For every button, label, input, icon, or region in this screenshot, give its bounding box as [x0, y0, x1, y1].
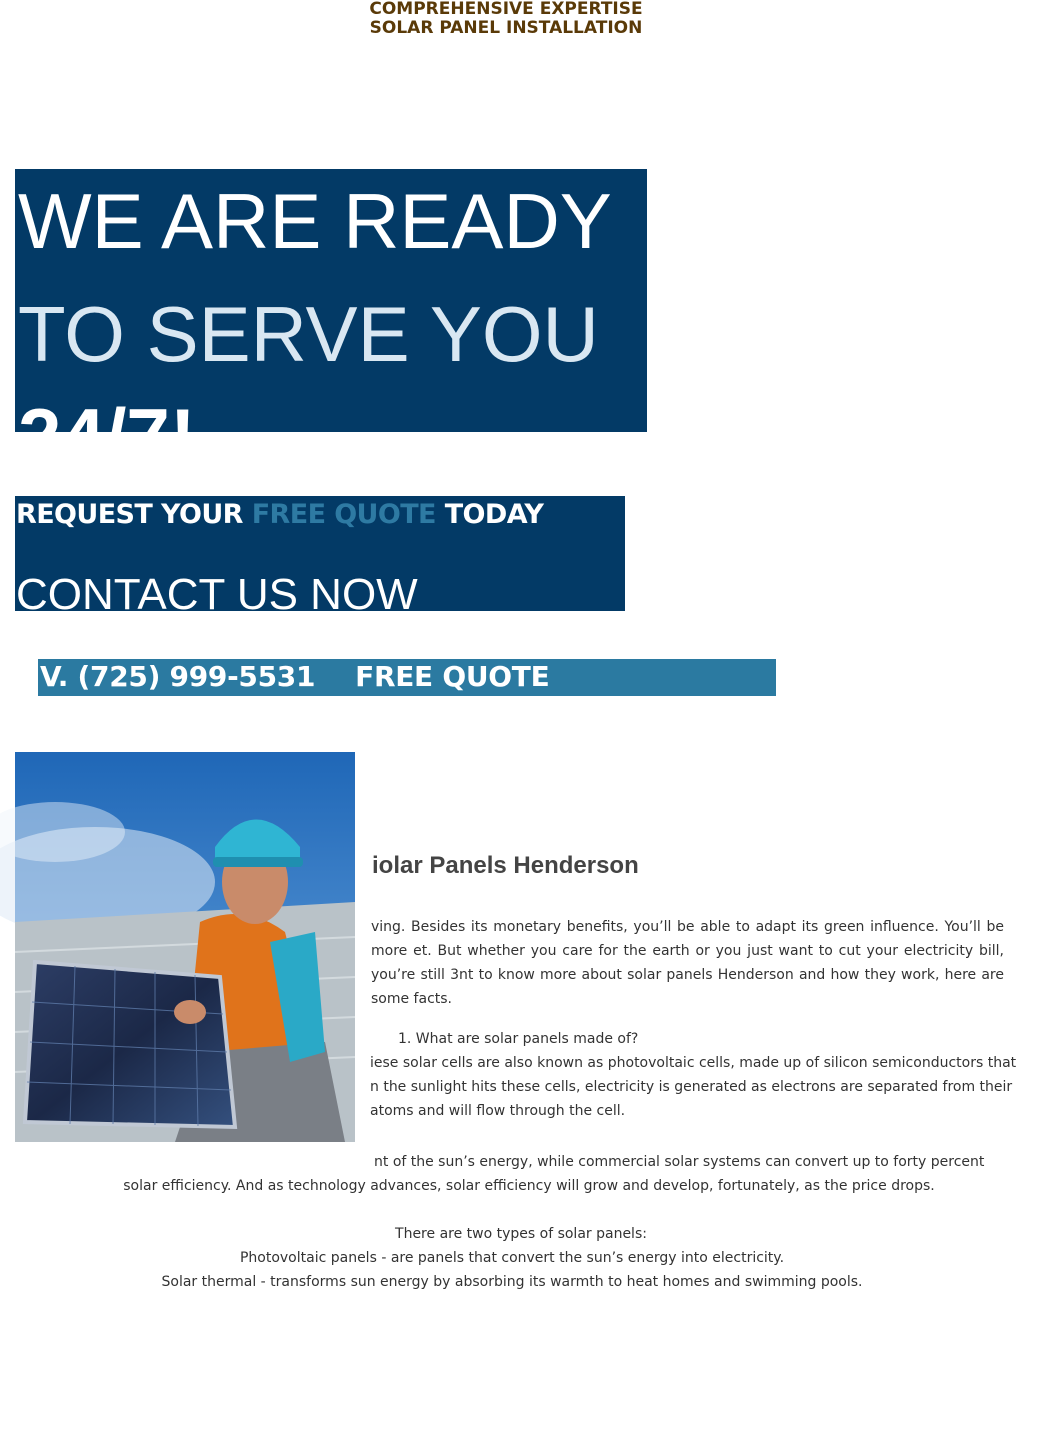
phone-number-link[interactable]: V. (725) 999-5531 — [40, 660, 316, 693]
cells-paragraph — [370, 1051, 1017, 1123]
hero-line-24-7: 24/7! — [18, 392, 196, 480]
phone-cta-bar — [38, 659, 776, 696]
types-intro: There are two types of solar panels: — [395, 1226, 647, 1242]
efficiency-line-1: nt of the sun’s energy, while commercial solar systems can convert up to forty percent — [374, 1154, 985, 1170]
type-solar-thermal: Solar thermal - transforms sun energy by absorbing its warmth to heat homes and swimming pools. — [161, 1274, 863, 1290]
solar-installer-photo — [15, 752, 355, 1142]
quote-suffix: TODAY — [435, 499, 544, 530]
intro-paragraph: ving. Besides its monetary benefits, you’ll be able to adapt its green influence. You’ll be more et. But whether you care for the earth or you just want to cut your electricity bill, you’re still 3nt to know more about solar panels Henderson and how they work, here are some facts. — [371, 919, 1004, 1007]
cells-line: n the sunlight hits these cells, electricity is generated as electrons are separated from their — [370, 1079, 1013, 1095]
article-title: iolar Panels Henderson — [372, 852, 639, 879]
cells-line: iese solar cells are also known as photovoltaic cells, made up of silicon semiconductors that — [370, 1055, 1017, 1071]
header-line-installation: SOLAR PANEL INSTALLATION — [369, 18, 643, 38]
site-header — [0, 0, 1012, 38]
contact-us-now-heading[interactable]: CONTACT US NOW — [16, 570, 418, 619]
hero-line-serve: TO SERVE YOU — [18, 290, 599, 378]
question-solar-panels-made-of: 1. What are solar panels made of? — [398, 1031, 639, 1047]
hero-banner — [15, 169, 647, 480]
quote-request-heading — [16, 499, 543, 530]
type-photovoltaic: Photovoltaic panels - are panels that convert the sun’s energy into electricity. — [239, 1250, 785, 1266]
cells-line: atoms and will flow through the cell. — [370, 1103, 626, 1119]
efficiency-line-2: solar efficiency. And as technology advances, solar efficiency will grow and develop, fortunately, as the price drops. — [123, 1178, 935, 1194]
quote-banner — [15, 496, 625, 619]
free-quote-link[interactable]: FREE QUOTE — [355, 660, 550, 693]
hero-line-ready: WE ARE READY — [18, 177, 612, 265]
quote-prefix: REQUEST YOUR — [16, 499, 252, 530]
free-quote-highlight: FREE QUOTE — [251, 499, 436, 530]
header-line-expertise: COMPREHENSIVE EXPERTISE — [369, 0, 643, 19]
